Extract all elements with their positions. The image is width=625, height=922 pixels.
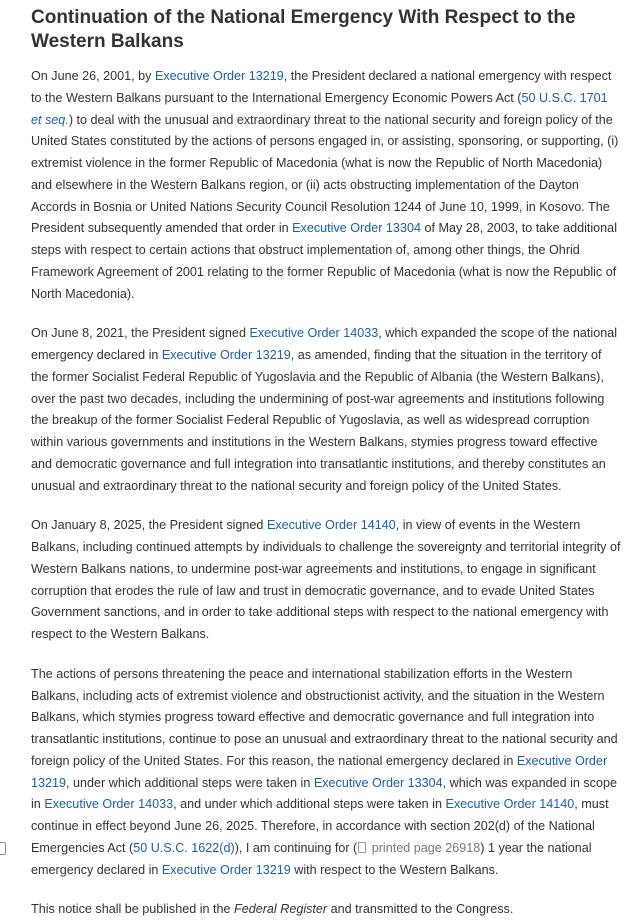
link-executive-order-14140[interactable]: Executive Order 14140	[266, 518, 396, 533]
text: and transmitted to the Congress.	[327, 902, 514, 917]
text: , the President declared a national emergency with respect to the Western Balkans pursuant to the International Emergency Economic Powers Act (	[31, 69, 612, 105]
text: with respect to the Western Balkans.	[290, 862, 499, 877]
paragraph-1	[31, 66, 621, 305]
link-executive-order-13304[interactable]: Executive Order 13304	[313, 775, 443, 790]
link-executive-order-13219[interactable]: Executive Order 13219	[161, 348, 291, 362]
document-body	[31, 6, 621, 921]
text: The actions of persons threatening the peace and international stabilization efforts in the Western Balkans, including acts of extremist violence and obstructionist activity, and the situation in the Western Balkans, which stymies progress toward effective and democratic governance and full integration into transatlantic institutions, continue to pose an unusual and extraordinary threat to the national security and foreign policy of the United States. For this reason, the national emergency declared in	[31, 666, 618, 768]
page-title: Continuation of the National Emergency With Respect to the Western Balkans	[31, 7, 576, 52]
text: , as amended, finding that the situation in the territory of the former Socialist Federal Republic of Yugoslavia and the Republic of Albania (the Western Balkans), over the past two decades, including the undermining of post-war agreements and institutions following the breakup of the former Socialist Federal Republic of Yugoslavia, as well as widespread corruption within various governments and institutions in the Western Balkans, stymies progress toward effective and democratic governance and full integration into transatlantic institutions, and thereby constitutes an unusual and extraordinary threat to the national security and foreign policy of the United States.	[31, 348, 606, 493]
text: ), I am continuing for (	[234, 840, 358, 855]
link-text: 50 U.S.C. 1701	[521, 90, 608, 105]
text: On January 8, 2025, the President signed	[31, 518, 267, 533]
link-executive-order-13219[interactable]: Executive Order 13219	[154, 69, 284, 83]
text: On June 8, 2021, the President signed	[31, 326, 250, 341]
link-executive-order-14140[interactable]: Executive Order 14140	[445, 797, 575, 812]
link-executive-order-14033[interactable]: Executive Order 14033	[249, 326, 379, 341]
link-executive-order-13304[interactable]: Executive Order 13304	[292, 221, 421, 236]
et-seq: et seq.	[31, 112, 69, 127]
link-executive-order-13219[interactable]: Executive Order 13219	[161, 862, 291, 877]
paragraph-2	[31, 323, 621, 497]
bookmark-icon	[358, 842, 366, 853]
paragraph-4	[31, 664, 621, 882]
federal-register: Federal Register	[234, 902, 328, 917]
text: , under which additional steps were taken in	[66, 775, 314, 790]
text: of May 28, 2003, to take additional steps with respect to certain actions that obstruct implementation of, among other things, the Ohrid Framework Agreement of 2001 relating to the former Republic of Macedonia (what is now the Republic of North Macedonia).	[31, 221, 617, 301]
link-executive-order-13219[interactable]: Executive Order 13219	[31, 753, 608, 790]
text: This notice shall be published in the	[31, 902, 235, 917]
text: , must continue in effect beyond June 26, 2025. Therefore, in accordance with section 202(d) of the National Emergencies Act (	[31, 797, 609, 855]
text: On June 26, 2001, by	[31, 69, 155, 83]
link-executive-order-14033[interactable]: Executive Order 14033	[44, 797, 174, 812]
paragraph-3	[31, 515, 621, 646]
printed-page-reference	[357, 841, 480, 855]
link-50-usc-1622d[interactable]: 50 U.S.C. 1622(d)	[133, 840, 235, 855]
text: ) 1 year the national emergency declared in	[31, 840, 592, 877]
page-break-marker-icon	[0, 842, 6, 855]
text: , which expanded the scope of the national emergency declared in	[31, 326, 618, 362]
printed-page-label: printed page 26918	[371, 840, 481, 855]
text: , in view of events in the Western Balkans, including continued attempts by individuals to challenge the sovereignty and territorial integrity of Western Balkans nations, to undermine post-war agreements and institutions, to engage in significant corruption that erodes the rule of law and trust in democratic governance, and to evade United States Government sanctions, and in order to take additional steps with respect to the national emergency with respect to the Western Balkans.	[31, 518, 621, 641]
text: , which was expanded in scope in	[31, 775, 617, 812]
paragraph-5	[31, 899, 621, 921]
text: ) to deal with the unusual and extraordinary threat to the national security and foreign policy of the United States constituted by the actions of persons engaged in, or assisting, sponsoring, or supporting, (i) extremist violence in the former Republic of Macedonia (what is now the Republic of North Macedonia) and elsewhere in the Western Balkans region, or (ii) acts obstructing implementation of the Dayton Accords in Bosnia or United Nations Security Council Resolution 1244 of June 10, 1999, in Kosovo. The President subsequently amended that order in	[31, 112, 619, 236]
text: , and under which additional steps were taken in	[173, 797, 446, 812]
